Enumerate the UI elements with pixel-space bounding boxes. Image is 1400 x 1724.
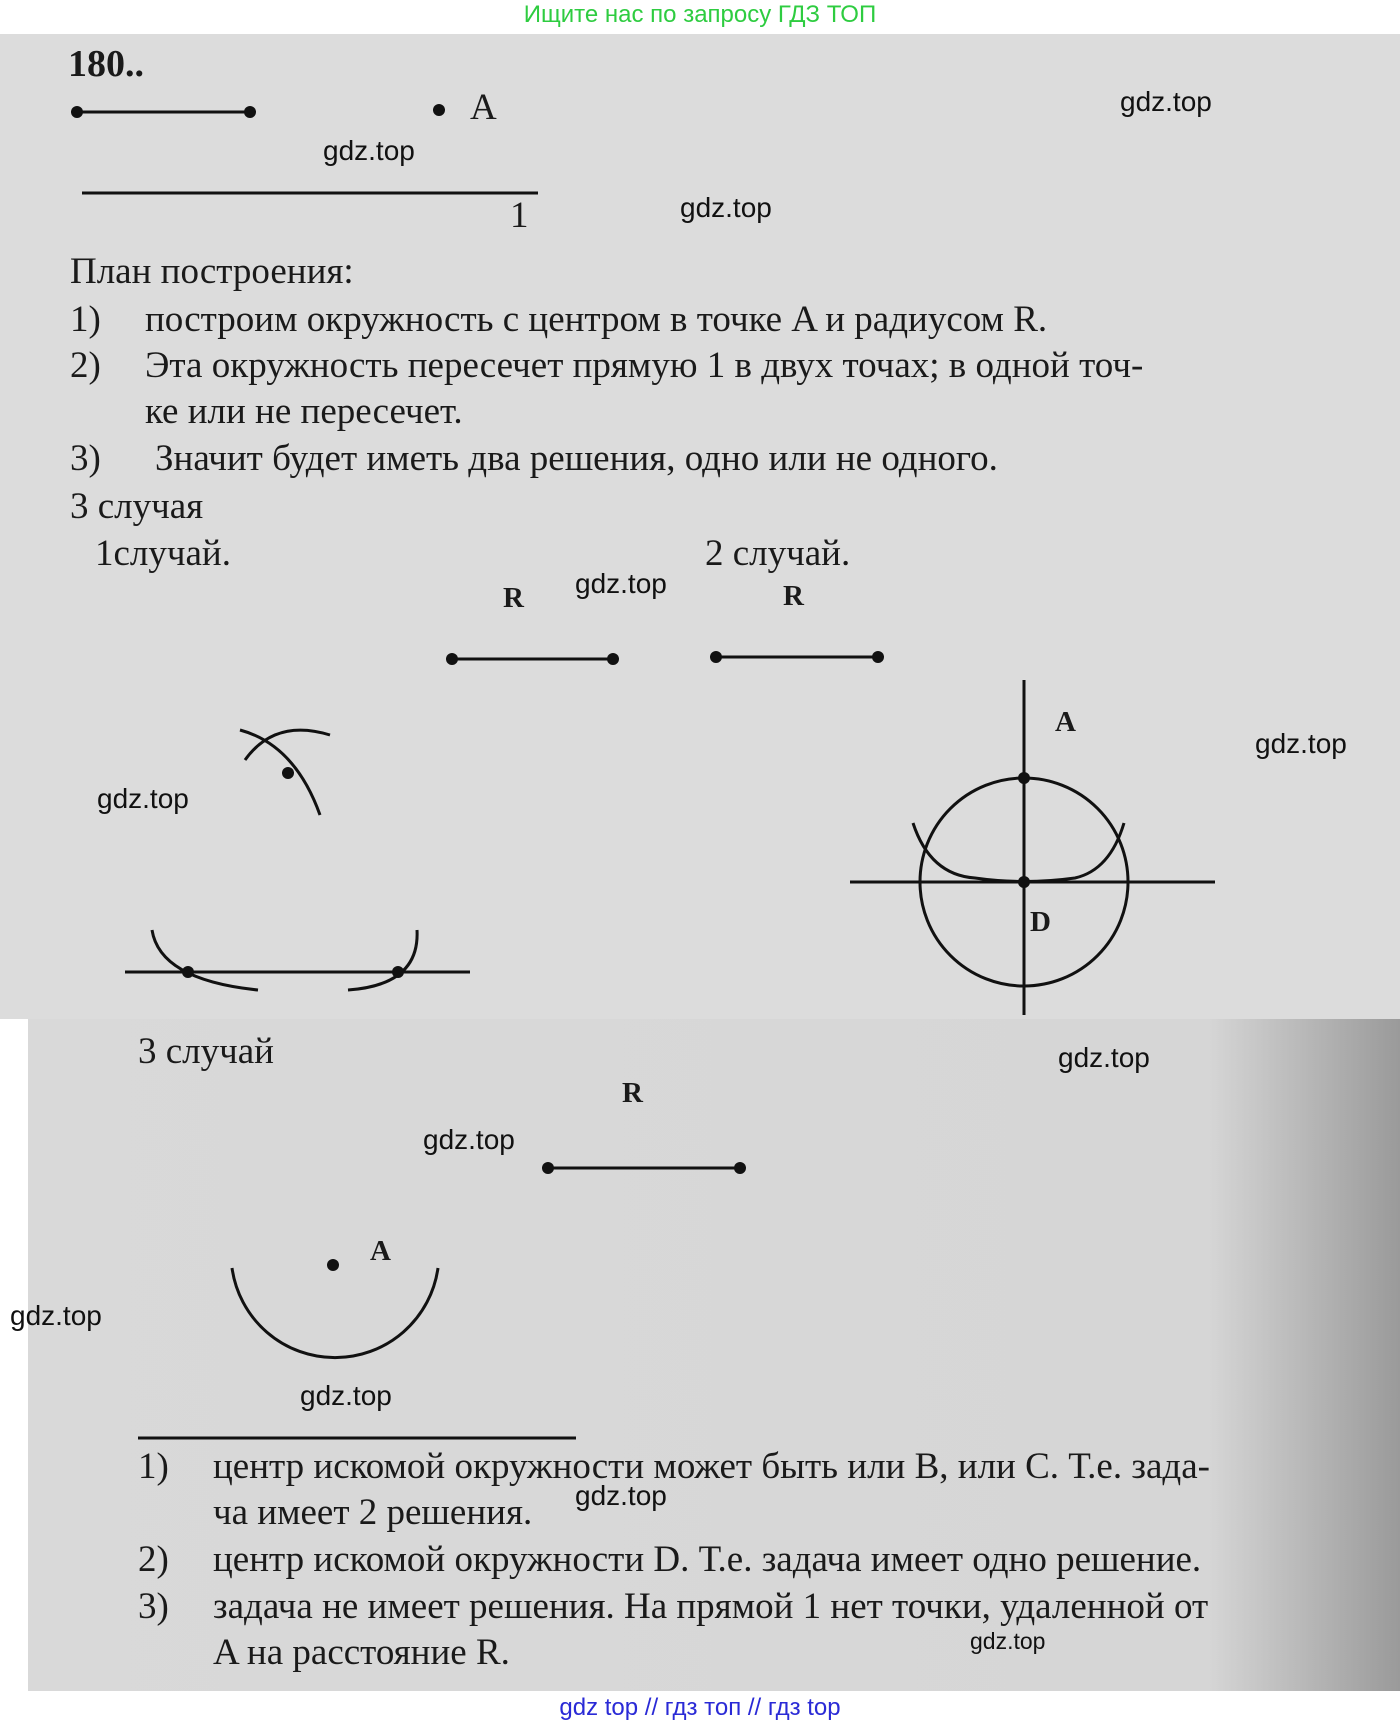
plan-title: План построения: <box>70 251 354 292</box>
case3-title: 3 случай <box>138 1031 274 1072</box>
case1-radius-label: R <box>503 582 524 614</box>
point-c <box>392 966 404 978</box>
plan-step-text: построим окружность с центром в точке A и радиусом R. <box>145 299 1048 340</box>
case2-title: 2 случай. <box>705 533 851 574</box>
point-a-label: A <box>470 87 497 128</box>
conclusion-text: ча имеет 2 решения. <box>213 1492 533 1533</box>
watermark: gdz.top <box>97 783 189 814</box>
watermark: gdz.top <box>1120 86 1212 117</box>
point-d <box>1018 876 1030 888</box>
case3-arc <box>232 1268 438 1358</box>
case2-point-d-label: D <box>1030 906 1051 938</box>
watermark: gdz.top <box>575 1480 667 1511</box>
conclusion-number: 3) <box>138 1586 169 1627</box>
watermark: gdz.top <box>423 1124 515 1155</box>
point-b <box>182 966 194 978</box>
watermark: gdz.top <box>323 135 415 166</box>
watermark: gdz.top <box>10 1300 102 1331</box>
point-a-case2 <box>1018 772 1030 784</box>
case2-point-a-label: A <box>1055 706 1076 738</box>
plan-step-text: ке или не пересечет. <box>145 391 463 432</box>
footer-link[interactable]: gdz top <box>559 1694 639 1721</box>
conclusion-text: центр искомой окружности может быть или B, или C. Т.е. зада- <box>213 1446 1210 1487</box>
header-search-link[interactable]: Ищите нас по запросу ГДЗ ТОП <box>523 1 877 28</box>
conclusion-text: центр искомой окружности D. Т.е. задача имеет одно решение. <box>213 1539 1202 1580</box>
watermark: gdz.top <box>575 568 667 599</box>
case1-arc-left <box>152 930 258 990</box>
watermark: gdz.top <box>300 1380 392 1411</box>
segment-endpoint <box>244 106 256 118</box>
plan-step-number: 2) <box>70 345 101 386</box>
watermark: gdz.top <box>680 192 772 223</box>
plan-step-number: 3) <box>70 438 101 479</box>
case2-radius-label: R <box>783 580 804 612</box>
case1-arc <box>245 730 330 760</box>
case1-arc-right <box>348 930 417 990</box>
plan-step-text: Эта окружность пересечет прямую 1 в двух точах; в одной точ- <box>145 345 1144 386</box>
conclusion-number: 1) <box>138 1446 169 1487</box>
conclusion-number: 2) <box>138 1539 169 1580</box>
point-a-top <box>433 104 445 116</box>
point-a-case3 <box>327 1259 339 1271</box>
case1-intersection <box>282 767 294 779</box>
plan-step-text: Значит будет иметь два решения, одно или не одного. <box>155 438 998 479</box>
watermark: gdz.top <box>970 1628 1046 1654</box>
footer-link[interactable]: гдз top <box>767 1694 841 1721</box>
watermark: gdz.top <box>1255 728 1347 759</box>
segment-endpoint <box>71 106 83 118</box>
case3-point-a-label: A <box>370 1235 391 1267</box>
case1-arc <box>240 730 320 815</box>
case1-title: 1случай. <box>95 533 231 574</box>
watermark: gdz.top <box>1058 1042 1150 1073</box>
footer-separator: // <box>747 1694 762 1721</box>
case2-arc <box>913 823 1124 882</box>
line-1-label: 1 <box>510 195 529 236</box>
conclusion-text: A на расстояние R. <box>213 1632 510 1673</box>
cases-title: 3 случая <box>70 486 204 527</box>
footer-links <box>0 1691 1400 1724</box>
footer-link[interactable]: гдз топ <box>664 1694 742 1721</box>
problem-number: 180.. <box>68 43 144 85</box>
conclusion-text: задача не имеет решения. На прямой 1 нет точки, удаленной от <box>213 1586 1209 1627</box>
plan-step-number: 1) <box>70 299 101 340</box>
case3-radius-label: R <box>622 1077 643 1109</box>
footer-separator: // <box>644 1694 659 1721</box>
